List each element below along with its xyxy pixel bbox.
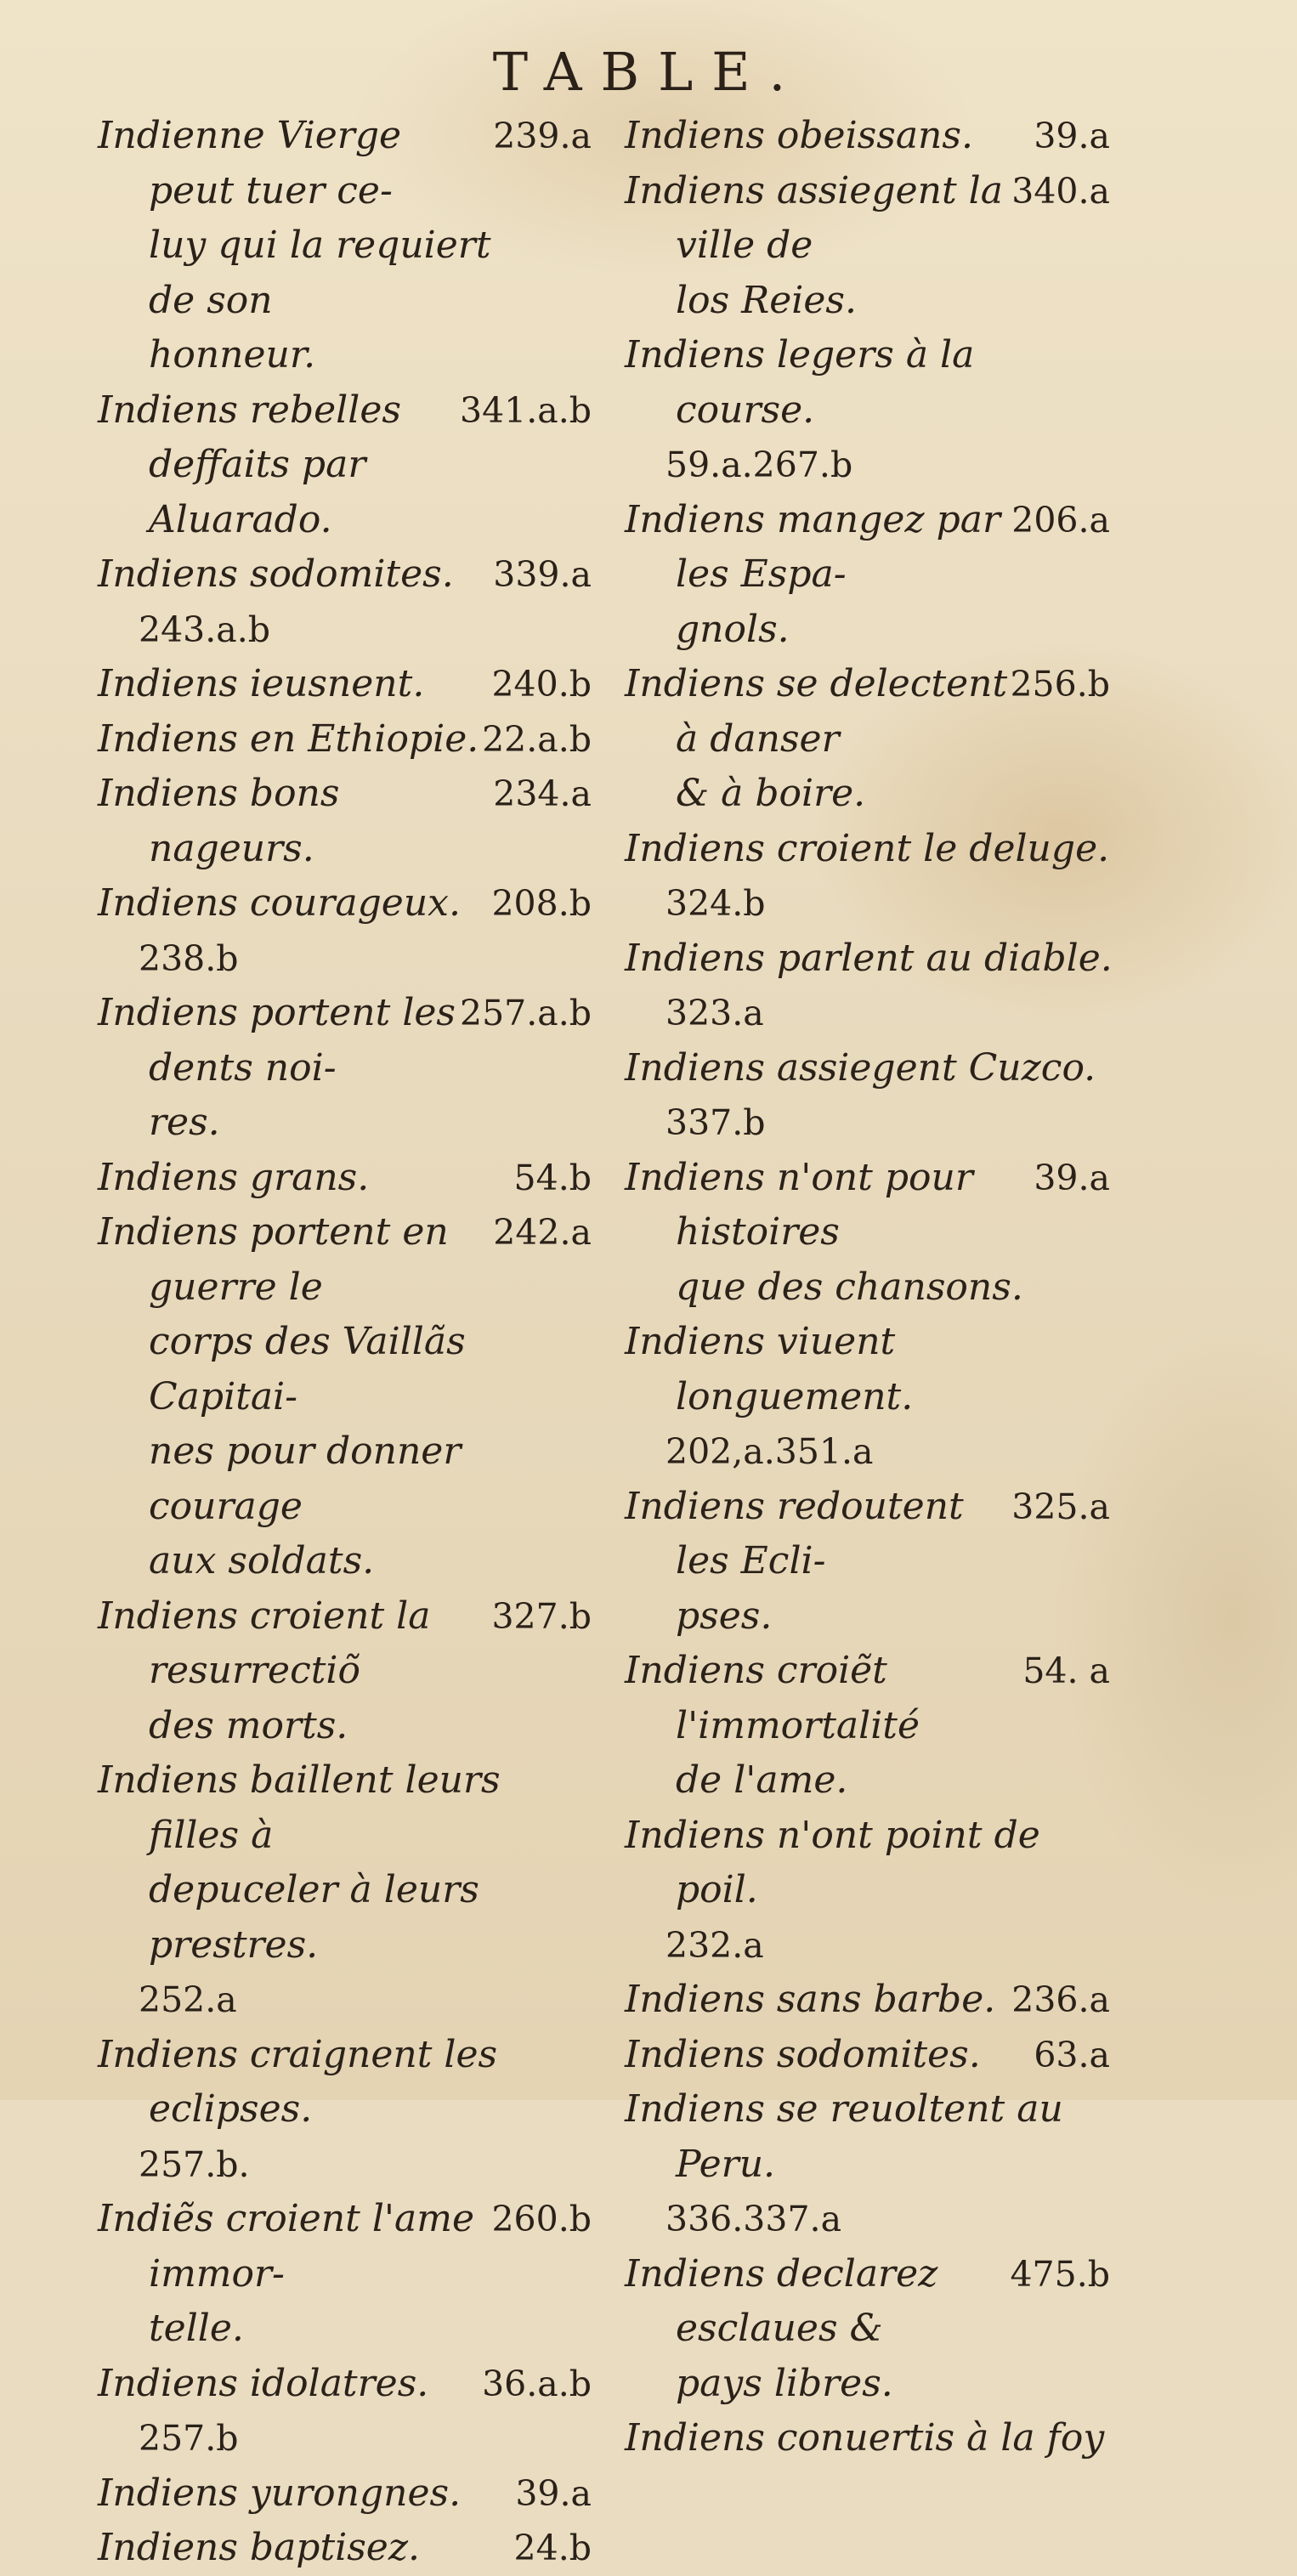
index-entry-text: Indiens rebelles deffaits par Aluarado.: [98, 388, 401, 541]
index-entry-text: Indiens baptisez.: [98, 2526, 421, 2569]
index-entry-text: Indiens craignent les eclipses.: [98, 2032, 498, 2131]
index-entry: [98, 2357, 595, 2412]
page-reference: 242.a: [493, 1212, 592, 1253]
page-reference: 252.a: [139, 1979, 237, 2020]
index-entry-text: Indienne Vierge peut tuer ce- luy qui la requiert de son honneur.: [98, 114, 491, 376]
page-reference: 240.b: [491, 664, 592, 705]
index-entry-text: Indiens bons nageurs.: [98, 772, 340, 870]
index-entry-text: Indiens legers à la course.: [625, 333, 975, 432]
page-reference: 234.a: [493, 773, 592, 814]
index-entry-text: Indiẽs croient l'ame immor- telle.: [98, 2197, 475, 2350]
index-entry: [98, 2192, 595, 2357]
page-reference: 54.b: [513, 1157, 592, 1198]
index-entry: [625, 657, 1113, 822]
index-entry: [98, 109, 595, 383]
index-entry: [625, 2411, 1113, 2466]
page-reference: 238.b: [139, 937, 239, 979]
index-entry: [98, 712, 595, 767]
index-entry: [98, 2521, 595, 2576]
index-entry: [98, 657, 595, 712]
index-column-left: [98, 109, 595, 2576]
index-entry: [98, 1973, 595, 2028]
index-entry: [98, 2466, 595, 2522]
page-reference: 257.b: [139, 2418, 239, 2459]
page-reference: 239.a: [493, 116, 592, 156]
index-entry-text: Indiens assiegent Cuzco.: [625, 1045, 1096, 1090]
index-entry-text: Indiens idolatres.: [98, 2361, 429, 2405]
index-entry: [98, 547, 595, 603]
index-entry: [98, 2028, 595, 2137]
index-entry: [625, 438, 1113, 493]
index-entry: [625, 2082, 1113, 2192]
page-reference: 324.b: [665, 883, 766, 924]
index-entry-text: Indiens se delectent à danser & à boire.: [625, 662, 1008, 815]
index-entry: [98, 603, 595, 658]
index-entry-text: Indiens assiegent la ville de los Reies.: [625, 168, 1003, 322]
index-entry: [625, 1973, 1113, 2028]
index-entry: [625, 1644, 1113, 1809]
page-reference: 39.a: [1034, 116, 1110, 156]
page-reference: 340.a: [1011, 170, 1110, 212]
index-entry-text: Indiens baillent leurs filles à depuceler à leurs prestres.: [98, 1758, 501, 1967]
page-reference: 39.a: [515, 2472, 592, 2514]
index-entry-text: Indiens se reuoltent au Peru.: [625, 2087, 1063, 2186]
page-reference: 39.a: [1034, 1157, 1110, 1198]
index-entry: [625, 1041, 1113, 1096]
page-reference: 475.b: [1010, 2253, 1110, 2295]
index-entry: [625, 164, 1113, 329]
index-column-right: [625, 109, 1113, 2466]
index-entry: [625, 2192, 1113, 2247]
page-reference: 327.b: [491, 1595, 592, 1637]
page-reference: 24.b: [513, 2528, 592, 2568]
index-entry-text: Indiens mangez par les Espa- gnols.: [625, 497, 1000, 651]
index-entry: [625, 1809, 1113, 1918]
page-reference: 202,a.351.a: [665, 1431, 874, 1472]
index-entry: [98, 931, 595, 987]
index-entry: [625, 822, 1113, 877]
index-entry: [625, 109, 1113, 164]
page-title: TABLE.: [492, 41, 805, 103]
page-reference: 257.a.b: [459, 993, 592, 1033]
index-entry-text: Indiens n'ont pour histoires que des chansons.: [625, 1155, 1023, 1309]
index-entry: [625, 1151, 1113, 1316]
index-entry: [98, 986, 595, 1151]
index-entry: [625, 931, 1113, 987]
index-entry: [98, 1205, 595, 1589]
index-entry-text: Indiens croient la resurrectiõ des morts.: [98, 1594, 431, 1747]
index-entry: [98, 1589, 595, 1754]
index-entry-text: Indiens conuertis à la foy: [625, 2416, 1105, 2460]
index-entry: [98, 2411, 595, 2466]
index-entry: [625, 1424, 1113, 1480]
page-reference: 325.a: [1011, 1486, 1110, 1527]
page-reference: 257.b.: [139, 2143, 250, 2185]
index-entry-text: Indiens courageux.: [98, 881, 461, 925]
index-entry: [625, 1480, 1113, 1645]
index-entry-text: Indiens portent les dents noi- res.: [98, 991, 456, 1144]
index-entry-text: Indiens croiẽt l'immortalité de l'ame.: [625, 1649, 920, 1802]
page-reference: 337.b: [665, 1102, 766, 1143]
index-entry-text: Indiens sodomites.: [625, 2032, 981, 2076]
index-entry-text: Indiens parlent au diable.: [625, 936, 1113, 980]
page-reference: 206.a: [1011, 499, 1110, 541]
page-reference: 36.a.b: [482, 2363, 592, 2404]
index-entry-text: Indiens redoutent les Ecli- pses.: [625, 1484, 964, 1638]
page-reference: 232.a: [665, 1924, 764, 1966]
index-entry-text: Indiens sodomites.: [98, 552, 454, 596]
page-reference: 63.a: [1034, 2034, 1110, 2075]
index-entry: [625, 1096, 1113, 1151]
page-reference: 260.b: [491, 2199, 592, 2239]
page-reference: 256.b: [1010, 664, 1110, 705]
page-reference: 54. a: [1022, 1650, 1110, 1691]
index-entry: [625, 2247, 1113, 2412]
index-entry: [625, 876, 1113, 931]
page-reference: 22.a.b: [482, 718, 592, 760]
page-reference: 243.a.b: [139, 609, 271, 650]
page-reference: 341.a.b: [459, 389, 592, 431]
page-reference: 236.a: [1011, 1979, 1110, 2020]
index-entry-text: Indiens grans.: [98, 1155, 370, 1199]
index-entry: [625, 1315, 1113, 1424]
index-entry: [98, 876, 595, 931]
index-entry: [625, 986, 1113, 1041]
index-entry: [98, 2137, 595, 2193]
index-entry: [625, 2028, 1113, 2083]
page-reference: 339.a: [493, 554, 592, 595]
index-entry: [98, 767, 595, 876]
index-entry: [98, 1151, 595, 1206]
page-reference: 59.a.267.b: [665, 444, 853, 485]
index-entry: [98, 1753, 595, 1973]
index-entry-text: Indiens obeissans.: [625, 114, 973, 157]
index-entry-text: Indiens en Ethiopie.: [98, 716, 479, 761]
index-entry-text: Indiens viuent longuement.: [625, 1320, 914, 1418]
index-entry-text: Indiens yurongnes.: [98, 2471, 462, 2515]
page-reference: 208.b: [491, 883, 592, 924]
index-entry-text: Indiens declarez esclaues & pays libres.: [625, 2251, 938, 2405]
index-entry-text: Indiens n'ont point de poil.: [625, 1813, 1040, 1911]
index-entry-text: Indiens sans barbe.: [625, 1978, 996, 2021]
index-entry: [625, 493, 1113, 658]
index-entry-text: Indiens ieusnent.: [98, 662, 425, 705]
index-entry: [98, 383, 595, 548]
index-entry: [625, 328, 1113, 438]
index-entry: [625, 1918, 1113, 1973]
page-reference: 323.a: [665, 993, 764, 1033]
index-entry-text: Indiens portent en guerre le corps des Vaillãs Capitai- nes pour donner courage aux soldats.: [98, 1210, 466, 1582]
index-entry-text: Indiens croient le deluge.: [625, 826, 1110, 870]
page-reference: 336.337.a: [665, 2199, 842, 2239]
